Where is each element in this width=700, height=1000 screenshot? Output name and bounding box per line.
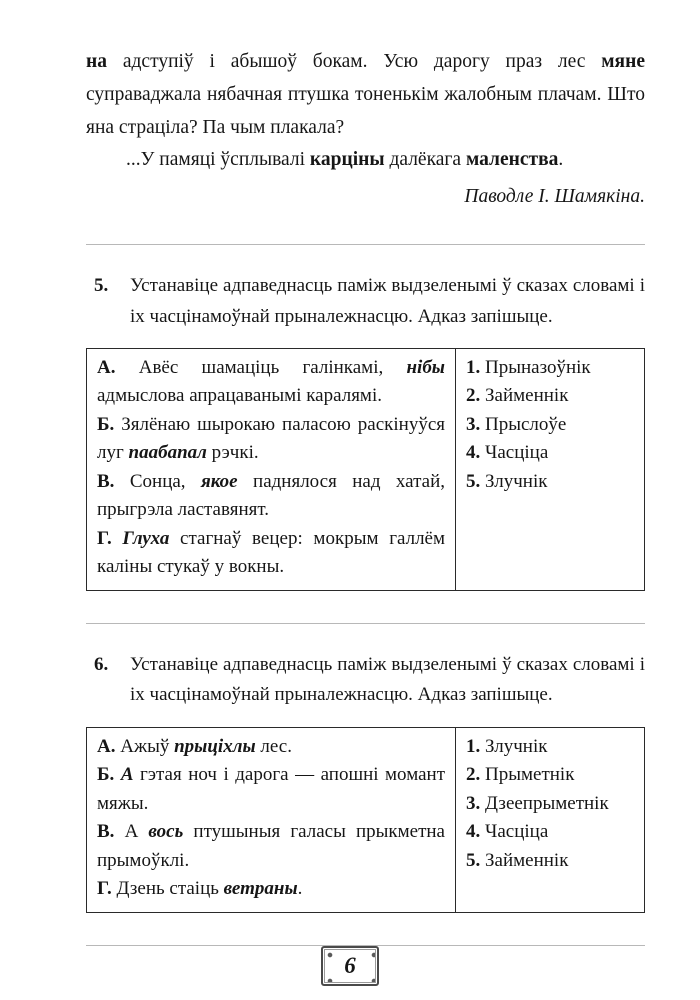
option-item-4: 4. Часціца xyxy=(466,442,549,464)
sentence-item-v: В. А вось птушыныя галасы прыкметна прымоўклі. xyxy=(97,821,445,871)
matching-table-6 xyxy=(86,727,645,913)
table-row xyxy=(87,348,645,590)
sentence-item-g: Г. Дзень стаіць ветраны. xyxy=(97,878,303,900)
exercise-5-number: 5. xyxy=(94,275,109,297)
option-item-5: 5. Злучнік xyxy=(466,470,548,492)
sentence-item-a: А. Авёс шамаціць галінкамі, нібы адмыслова апрацаванымі каралямі. xyxy=(97,356,445,407)
section-divider-1 xyxy=(86,244,645,245)
sentences-cell-5 xyxy=(87,348,456,590)
option-item-3: 3. Прыслоўе xyxy=(466,413,567,435)
exercise-6 xyxy=(86,650,645,913)
sentence-item-g: Г. Глуха стагнаў вецер: мокрым галлём каліны стукаў у вокны. xyxy=(97,527,446,578)
option-item-1: 1. Злучнік xyxy=(466,735,548,757)
sentences-cell-6 xyxy=(87,727,456,912)
exercise-5 xyxy=(86,271,645,591)
page-number-plaque xyxy=(321,946,379,986)
attribution: Паводле І. Шамякіна. xyxy=(464,186,645,207)
exercise-5-prompt: Устанавіце адпаведнасць паміж выдзеленымі ў сказах словамі і іх часцінамоўнай прыналежнасцю. Адказ запішыце. xyxy=(130,275,645,327)
option-item-1: 1. Прыназоўнік xyxy=(466,356,591,378)
options-cell-6 xyxy=(456,727,645,912)
option-item-4: 4. Часціца xyxy=(466,821,549,843)
sentence-item-b: Б. А гэтая ноч і дарога — апошні момант мяжы. xyxy=(97,764,445,814)
sentence-item-b: Б. Зялёнаю шырокаю паласою раскінуўся луг паабапал рэчкі. xyxy=(97,413,445,464)
sentence-item-a: А. Ажыў прыціхлы лес. xyxy=(97,735,292,757)
options-cell-5 xyxy=(456,348,645,590)
exercise-6-prompt: Устанавіце адпаведнасць паміж выдзеленымі ў сказах словамі і іх часцінамоўнай прыналежнасцю. Адказ запішыце. xyxy=(130,653,645,706)
section-divider-2 xyxy=(86,623,645,624)
option-item-2: 2. Прыметнік xyxy=(466,764,575,786)
table-row xyxy=(87,727,645,912)
option-item-2: 2. Займеннік xyxy=(466,385,569,407)
option-item-3: 3. Дзеепрыметнік xyxy=(466,792,609,814)
story-paragraph: на адступіў і абышоў бокам. Усю дарогу праз лес мяне суправаджала нябачная птушка тоненькім жалобным плачам. Што яна страціла? Па чым плакала? xyxy=(86,51,645,138)
exercise-6-heading xyxy=(94,650,645,711)
option-item-5: 5. Займеннік xyxy=(466,849,569,871)
page-number: 6 xyxy=(344,953,356,978)
exercise-5-heading xyxy=(94,271,645,332)
sentence-item-v: В. Сонца, якое паднялося над хатай, прыгрэла ластавянят. xyxy=(97,470,445,521)
matching-table-5 xyxy=(86,348,645,591)
story-paragraph-memory: ...У памяці ўсплывалі карціны далёкага маленства. xyxy=(126,149,564,171)
exercise-6-number: 6. xyxy=(94,653,109,675)
